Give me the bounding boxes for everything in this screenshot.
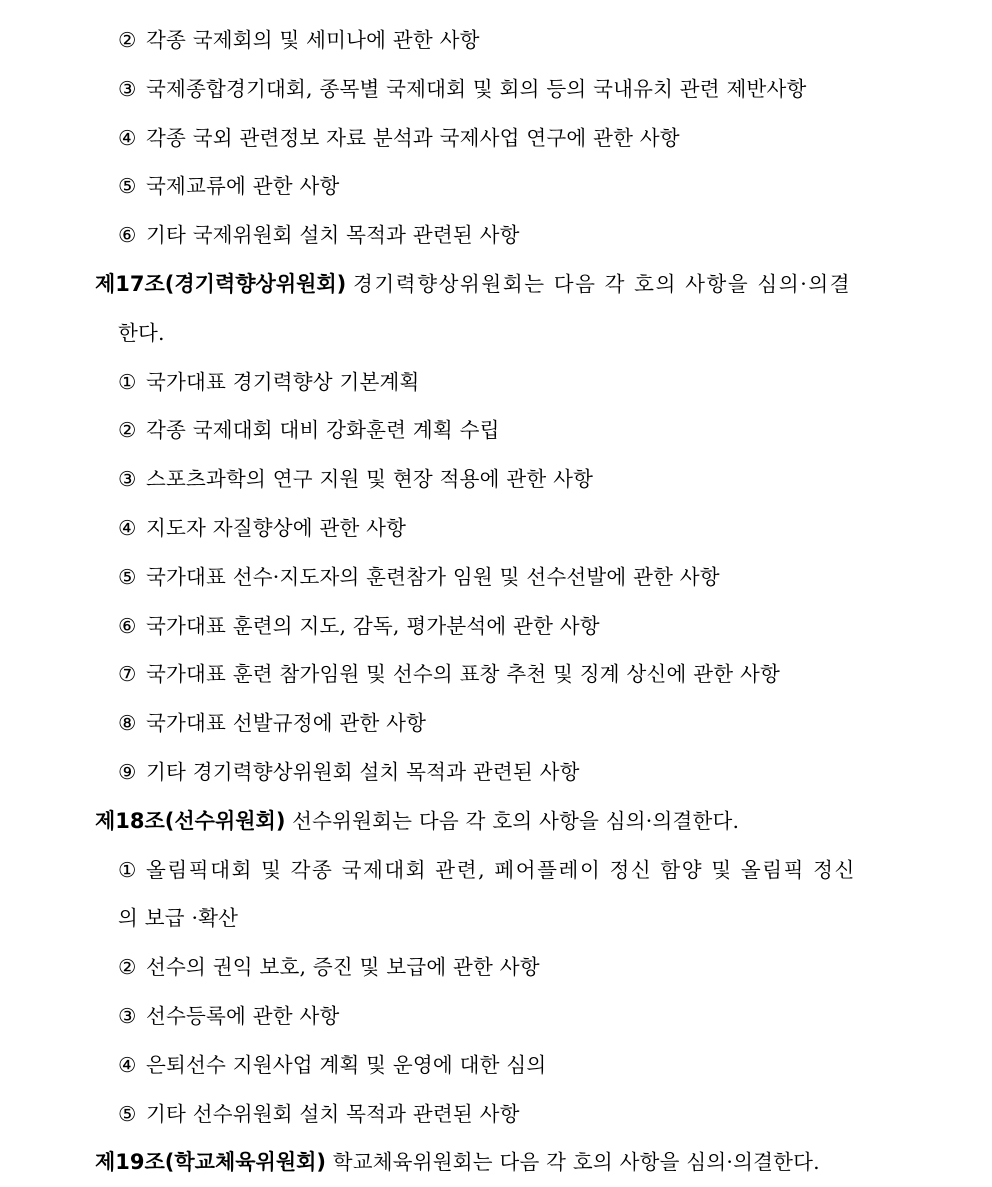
item-number: ① xyxy=(118,369,137,394)
list-item xyxy=(0,504,992,553)
item-text: 지도자 자질향상에 관한 사항 xyxy=(146,515,407,540)
item-text: 국가대표 선수·지도자의 훈련참가 임원 및 선수선발에 관한 사항 xyxy=(146,564,720,589)
item-text: 은퇴선수 지원사업 계획 및 운영에 대한 심의 xyxy=(146,1052,547,1077)
item-number: ⑧ xyxy=(118,711,137,736)
item-number: ⑥ xyxy=(118,613,137,638)
item-text: 스포츠과학의 연구 지원 및 현장 적용에 관한 사항 xyxy=(146,467,594,492)
item-text: 선수등록에 관한 사항 xyxy=(146,1003,340,1028)
list-item xyxy=(0,406,992,455)
list-item xyxy=(0,455,992,504)
item-text: 기타 국제위원회 설치 목적과 관련된 사항 xyxy=(146,223,520,248)
list-item xyxy=(0,602,992,651)
article-title: 제18조(선수위원회) xyxy=(95,808,286,833)
article-18-heading-line xyxy=(0,797,992,846)
article-text: 학교체육위원회는 다음 각 호의 사항을 심의·의결한다. xyxy=(332,1150,820,1175)
list-item xyxy=(0,1090,992,1139)
list-item xyxy=(0,846,992,895)
list-item xyxy=(0,114,992,163)
item-text: 각종 국외 관련정보 자료 분석과 국제사업 연구에 관한 사항 xyxy=(146,125,680,150)
article-text-continuation: 한다. xyxy=(118,320,165,345)
item-number: ② xyxy=(118,418,137,443)
item-number: ⑦ xyxy=(118,662,137,687)
list-item xyxy=(0,699,992,748)
item-number: ⑤ xyxy=(118,1101,137,1126)
list-item xyxy=(0,943,992,992)
item-number: ④ xyxy=(118,515,137,540)
item-text: 국가대표 훈련의 지도, 감독, 평가분석에 관한 사항 xyxy=(146,613,600,638)
item-text: 국가대표 경기력향상 기본계획 xyxy=(146,369,420,394)
item-number: ⑥ xyxy=(118,223,137,248)
item-number: ② xyxy=(118,28,137,52)
item-text: 국가대표 훈련 참가임원 및 선수의 표창 추천 및 징계 상신에 관한 사항 xyxy=(146,662,780,687)
article-text: 선수위원회는 다음 각 호의 사항을 심의·의결한다. xyxy=(292,808,740,833)
list-item xyxy=(0,650,992,699)
list-item xyxy=(0,553,992,602)
item-text: 선수의 권익 보호, 증진 및 보급에 관한 사항 xyxy=(146,955,540,980)
item-number: ③ xyxy=(118,467,137,492)
article-title: 제17조(경기력향상위원회) xyxy=(95,271,347,296)
item-text: 국가대표 선발규정에 관한 사항 xyxy=(146,711,427,736)
list-item xyxy=(0,358,992,407)
list-item xyxy=(0,162,992,211)
item-number: ⑤ xyxy=(118,174,137,199)
item-text-continuation: 의 보급 ·확산 xyxy=(118,906,239,931)
list-item xyxy=(0,65,992,114)
list-item xyxy=(0,16,992,65)
item-number: ⑨ xyxy=(118,759,137,784)
item-number: ③ xyxy=(118,1003,137,1028)
item-number: ⑤ xyxy=(118,564,137,589)
article-19-heading-line xyxy=(0,1138,992,1187)
article-17-heading-line xyxy=(0,260,992,309)
item-text: 국제교류에 관한 사항 xyxy=(146,174,340,199)
list-item xyxy=(0,1041,992,1090)
list-item xyxy=(0,748,992,797)
list-item xyxy=(0,992,992,1041)
item-text: 기타 경기력향상위원회 설치 목적과 관련된 사항 xyxy=(146,759,580,784)
document-page xyxy=(0,16,992,1187)
item-text: 각종 국제대회 대비 강화훈련 계획 수립 xyxy=(146,418,500,443)
item-text: 각종 국제회의 및 세미나에 관한 사항 xyxy=(146,28,480,52)
item-text: 올림픽대회 및 각종 국제대회 관련, 페어플레이 정신 함양 및 올림픽 정신 xyxy=(146,857,856,882)
item-number: ④ xyxy=(118,1052,137,1077)
article-text: 경기력향상위원회는 다음 각 호의 사항을 심의·의결 xyxy=(353,271,852,296)
item-number: ③ xyxy=(118,76,137,101)
item-number: ④ xyxy=(118,125,137,150)
item-number: ② xyxy=(118,955,137,980)
list-item xyxy=(0,211,992,260)
item-text: 국제종합경기대회, 종목별 국제대회 및 회의 등의 국내유치 관련 제반사항 xyxy=(146,76,807,101)
article-title: 제19조(학교체육위원회) xyxy=(95,1150,326,1175)
item-number: ① xyxy=(118,857,137,882)
item-text: 기타 선수위원회 설치 목적과 관련된 사항 xyxy=(146,1101,520,1126)
